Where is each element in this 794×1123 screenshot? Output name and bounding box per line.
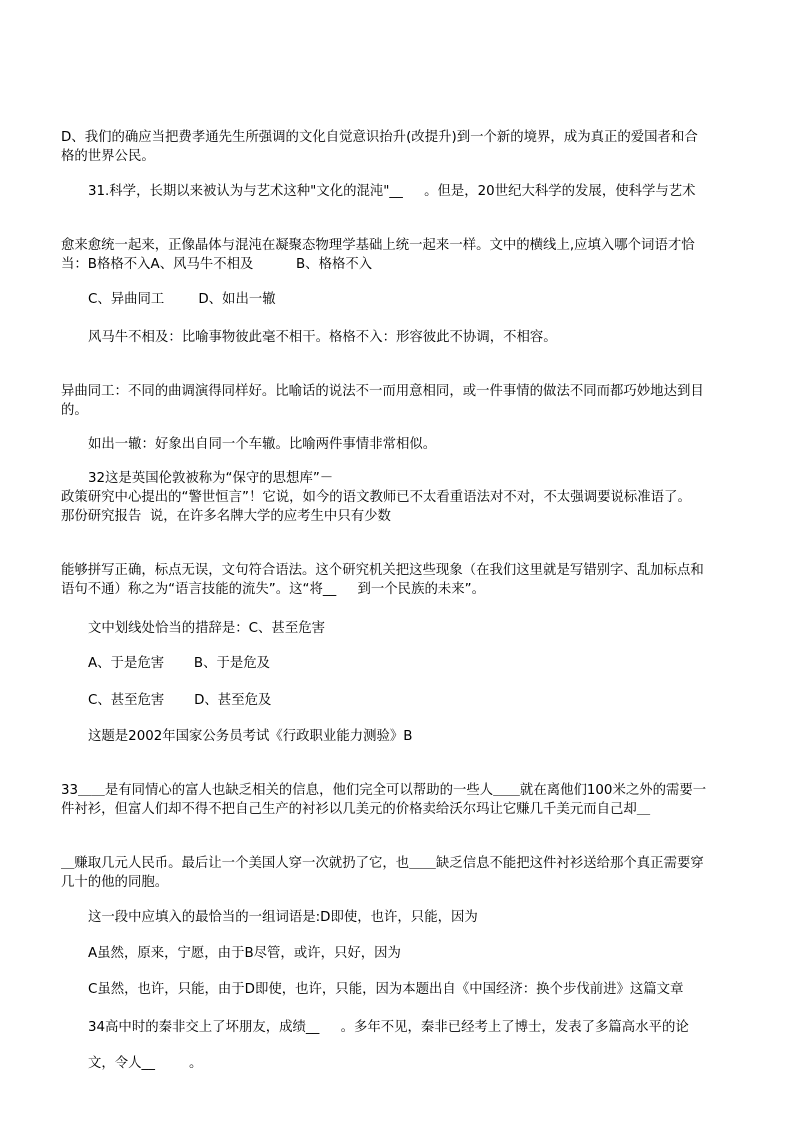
options-line: A虽然，原来，宁愿，由于B尽管，或许，只好，因为 [88,946,401,961]
paragraph-line: 当：B格格不入A、风马牛不相及 B、格格不入 [61,257,373,272]
paragraph-line: 几十的他的同胞。 [61,875,169,890]
answer-line: 文中划线处恰当的措辞是：C、甚至危害 [88,621,325,636]
question-32: 32这是英国伦敦被称为“保守的思想库”－ [88,471,334,486]
paragraph-line: 件衬衫，但富人们却不得不把自己生产的衬衫以几美元的价格卖给沃尔玛让它赚几千美元而自己却＿ [61,802,651,817]
options-line: C虽然，也许，只能，由于D即使，也许，只能，因为本题出自《中国经济：换个步伐前进》这篇文章 [88,982,684,997]
paragraph-line: ＿赚取几元人民币。最后让一个美国人穿一次就扔了它，也＿＿缺乏信息不能把这件衬衫送给那个真正需要穿 [61,856,704,871]
explanation-line: 的。 [61,403,88,418]
paragraph-line: 文，令人__ 。 [88,1056,203,1071]
question-33: 33＿＿是有同情心的富人也缺乏相关的信息，他们完全可以帮助的一些人＿＿就在离他们100米之外的需要一 [61,783,707,798]
paragraph-line: 那份研究报告 说，在许多名牌大学的应考生中只有少数 [61,509,391,524]
explanation-line: 如出一辙：好象出自同一个车辙。比喻两件事情非常相似。 [88,437,437,452]
source-line: 这题是2002年国家公务员考试《行政职业能力测验》B [88,729,413,744]
explanation-line: 异曲同工：不同的曲调演得同样好。比喻话的说法不一而用意相同，或一件事情的做法不同而都巧妙地达到目 [61,384,704,399]
paragraph-line: 语句不通）称之为“语言技能的流失”。这“将__ 到一个民族的未来”。 [61,582,485,597]
paragraph-line: 政策研究中心提出的“警世恒言”！它说，如今的语文教师已不太看重语法对不对，不太强调要说标准语了。 [61,490,691,505]
paragraph-line: 格的世界公民。 [61,149,155,164]
paragraph-line: D、我们的确应当把费孝通先生所强调的文化自觉意识抬升(改提升)到一个新的境界，成为真正的爱国者和合 [61,130,698,145]
paragraph-line: 愈来愈统一起来，正像晶体与混沌在凝聚态物理学基础上统一起来一样。文中的横线上,应填入哪个词语才恰 [61,238,695,253]
question-34: 34高中时的秦非交上了坏朋友，成绩__ 。多年不见，秦非已经考上了博士，发表了多篇高水平的论 [88,1020,689,1035]
answer-line: 这一段中应填入的最恰当的一组词语是:D即使，也许，只能，因为 [88,910,478,925]
question-31: 31.科学，长期以来被认为与艺术这种"文化的混沌"__ 。但是，20世纪大科学的发展，使科学与艺术 [88,184,696,199]
options-line: C、甚至危害 D、甚至危及 [88,693,272,708]
options-line: A、于是危害 B、于是危及 [88,656,271,671]
options-line: C、异曲同工 D、如出一辙 [88,292,276,307]
paragraph-line: 能够拼写正确，标点无误，文句符合语法。这个研究机关把这些现象（在我们这里就是写错别字、乱加标点和 [61,563,704,578]
explanation-line: 风马牛不相及：比喻事物彼此毫不相干。格格不入：形容彼此不协调，不相容。 [88,330,557,345]
